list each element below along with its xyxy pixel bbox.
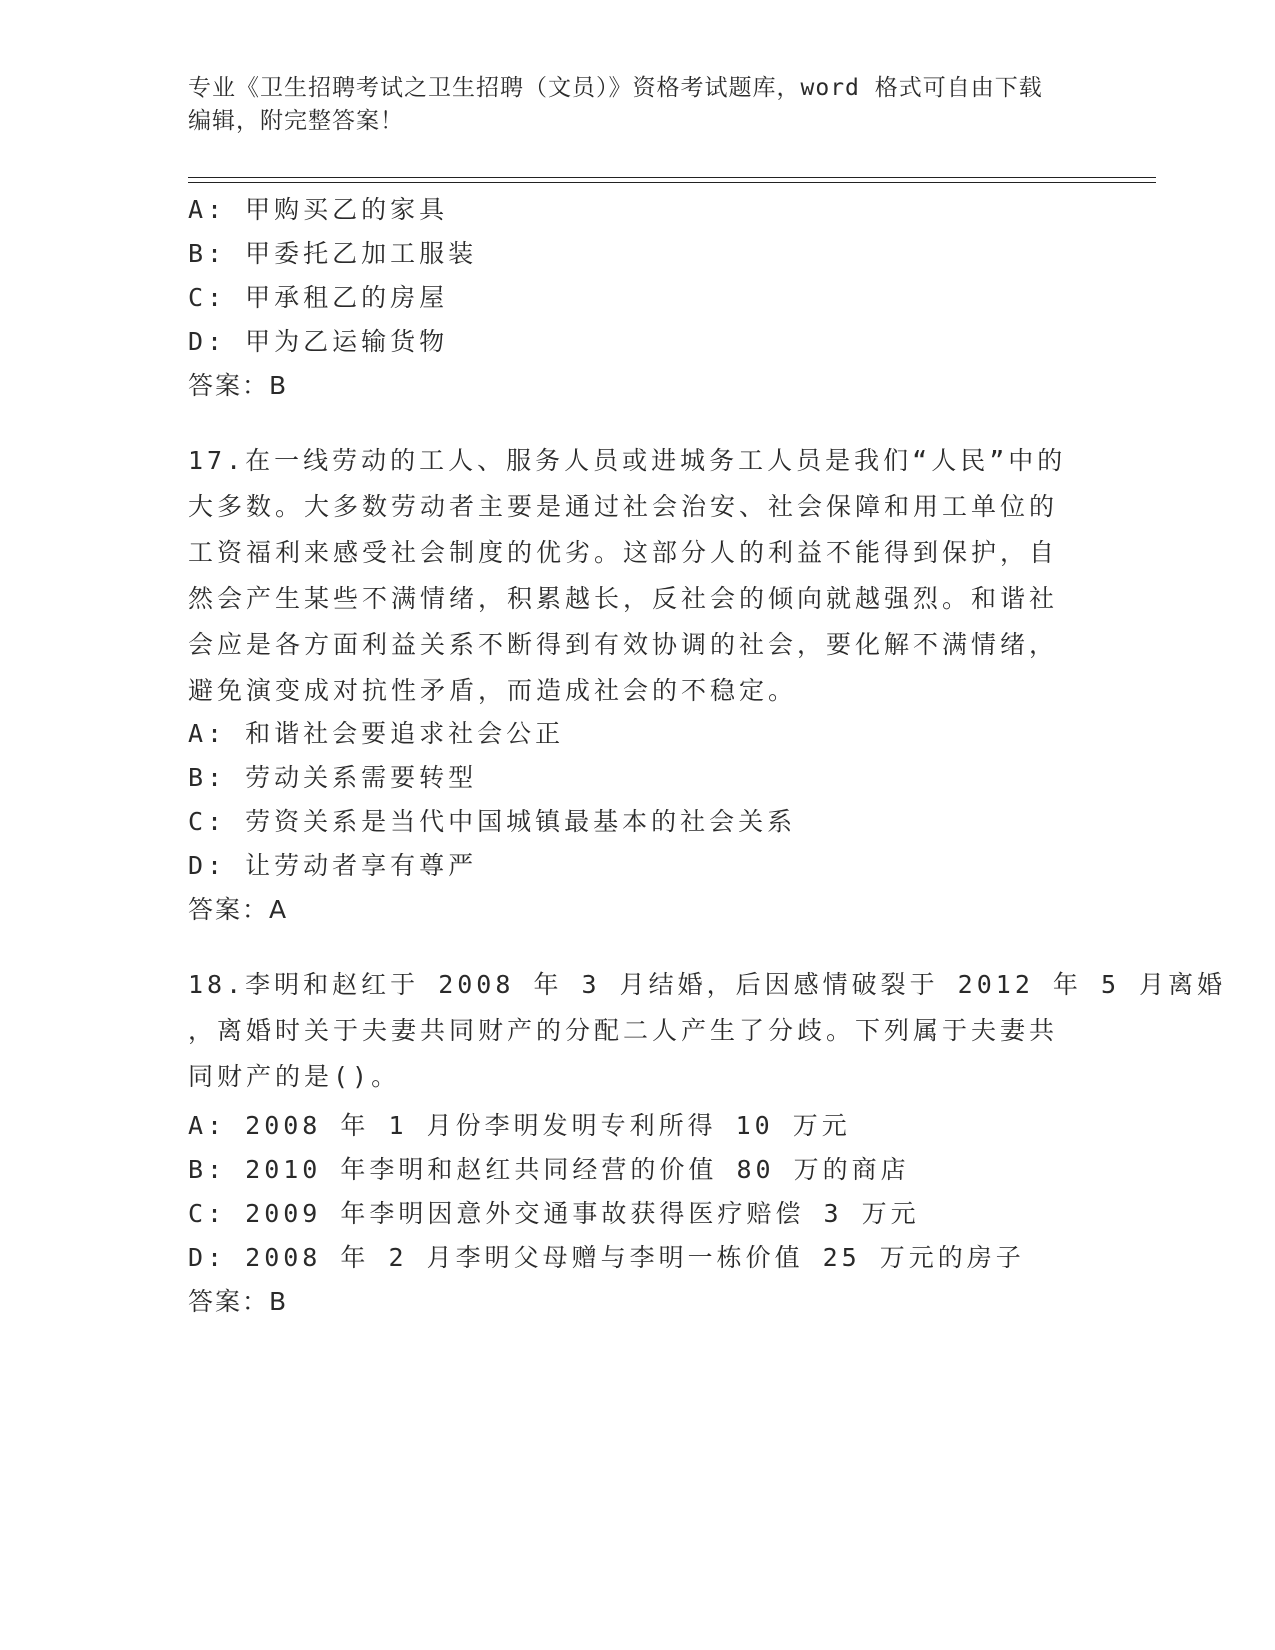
q18-option-b: B: 2010 年李明和赵红共同经营的价值 80 万的商店 [188,1155,910,1184]
header-line-2: 编辑，附完整答案！ [188,108,404,134]
q17-stem [188,438,1088,714]
q17-option-b: B: 劳动关系需要转型 [188,763,478,792]
q18-stem-line: 同财产的是()。 [188,1062,401,1091]
q17-answer: 答案：A [188,895,289,924]
q18-stem [188,962,1227,1100]
q16-answer: 答案：B [188,371,289,400]
q16-option-d: D: 甲为乙运输货物 [188,327,449,356]
q17-stem-line: 然会产生某些不满情绪，积累越长，反社会的倾向就越强烈。和谐社 [188,584,1059,613]
q17-option-c: C: 劳资关系是当代中国城镇最基本的社会关系 [188,807,797,836]
q17-option-d: D: 让劳动者享有尊严 [188,851,478,880]
document-header [188,72,1088,138]
q17-stem-line: 避免演变成对抗性矛盾，而造成社会的不稳定。 [188,676,798,705]
q17-stem-line: 17.在一线劳动的工人、服务人员或进城务工人员是我们“人民”中的 [188,446,1067,475]
q16-option-c: C: 甲承租乙的房屋 [188,283,449,312]
q18-stem-line: ，离婚时关于夫妻共同财产的分配二人产生了分歧。下列属于夫妻共 [188,1016,1059,1045]
q17-stem-line: 大多数。大多数劳动者主要是通过社会治安、社会保障和用工单位的 [188,492,1059,521]
q16-option-a: A: 甲购买乙的家具 [188,195,449,224]
q18-answer: 答案：B [188,1287,289,1316]
header-divider-top [188,177,1156,178]
q17-stem-line: 工资福利来感受社会制度的优劣。这部分人的利益不能得到保护，自 [188,538,1059,567]
q18-stem-line: 18.李明和赵红于 2008 年 3 月结婚，后因感情破裂于 2012 年 5 月离婚 [188,970,1227,999]
q17-option-a: A: 和谐社会要追求社会公正 [188,719,565,748]
header-divider-bottom [188,182,1156,183]
q18-option-c: C: 2009 年李明因意外交通事故获得医疗赔偿 3 万元 [188,1199,920,1228]
q17-stem-line: 会应是各方面利益关系不断得到有效协调的社会，要化解不满情绪， [188,630,1059,659]
header-line-1: 专业《卫生招聘考试之卫生招聘（文员）》资格考试题库，word 格式可自由下载 [188,75,1043,101]
q18-option-d: D: 2008 年 2 月李明父母赠与李明一栋价值 25 万元的房子 [188,1243,1025,1272]
q18-option-a: A: 2008 年 1 月份李明发明专利所得 10 万元 [188,1111,851,1140]
q16-option-b: B: 甲委托乙加工服装 [188,239,478,268]
